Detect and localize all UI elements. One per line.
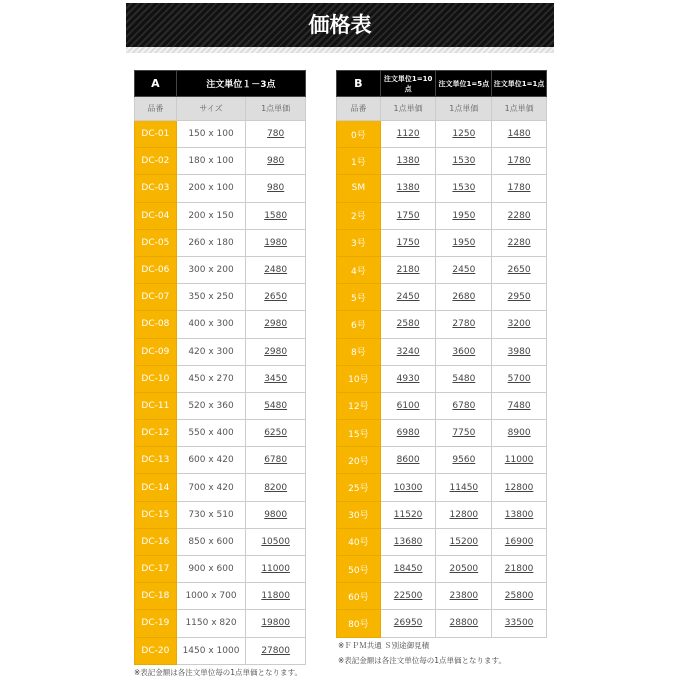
product-code: 8号: [337, 338, 381, 365]
table-row: [135, 338, 306, 365]
price-cell: [246, 148, 306, 175]
table-b-label: B: [337, 71, 381, 97]
price-value: 6780: [452, 400, 476, 411]
product-code: SM: [337, 175, 381, 202]
price-value: 1750: [396, 237, 420, 248]
table-row: [337, 556, 547, 583]
header-price: 1点単価: [246, 97, 306, 121]
price-value: 9800: [264, 509, 288, 520]
price-cell: [492, 365, 547, 392]
price-value: 13800: [504, 509, 534, 520]
price-value: 5480: [452, 373, 476, 384]
size-cell: 900 x 600: [176, 556, 246, 583]
product-code: 40号: [337, 528, 381, 555]
product-code: DC-09: [135, 338, 177, 365]
table-b-note: ※ＦＰＭ共通 Ｓ別途御見積: [338, 641, 430, 650]
table-row: [135, 474, 306, 501]
price-cell: [246, 175, 306, 202]
product-code: DC-13: [135, 447, 177, 474]
product-code: DC-01: [135, 121, 177, 148]
price-value: 13680: [393, 536, 423, 547]
price-cell: [246, 420, 306, 447]
page-title: 価格表: [126, 3, 554, 47]
table-b-note: ※表記金額は各注文単位毎の1点単価となります。: [338, 656, 506, 665]
price-value: 11800: [261, 591, 290, 602]
product-code: 2号: [337, 202, 381, 229]
size-cell: 730 x 510: [176, 501, 246, 528]
price-value: 11000: [261, 564, 290, 575]
product-code: 80号: [337, 610, 381, 637]
product-code: 12号: [337, 392, 381, 419]
price-value: 980: [267, 183, 285, 194]
size-cell: 150 x 100: [176, 121, 246, 148]
table-a-label: A: [135, 71, 177, 97]
price-cell: [380, 148, 436, 175]
table-row: [337, 392, 547, 419]
table-row: [135, 610, 306, 637]
price-cell: [492, 556, 547, 583]
price-value: 980: [267, 156, 285, 167]
price-value: 5700: [507, 373, 531, 384]
table-b-unit: 注文単位1=1点: [492, 71, 547, 97]
product-code: DC-04: [135, 202, 177, 229]
product-code: 4号: [337, 256, 381, 283]
price-value: 25800: [504, 591, 534, 602]
price-cell: [380, 175, 436, 202]
price-cell: [380, 229, 436, 256]
price-value: 2980: [264, 319, 288, 330]
table-row: [135, 311, 306, 338]
price-value: 1980: [264, 237, 288, 248]
price-cell: [492, 583, 547, 610]
price-value: 7480: [507, 400, 531, 411]
table-row: [337, 121, 547, 148]
price-value: 1480: [507, 129, 531, 140]
table-row: [135, 121, 306, 148]
price-value: 6980: [396, 428, 420, 439]
product-code: DC-18: [135, 583, 177, 610]
table-row: [135, 148, 306, 175]
product-code: DC-02: [135, 148, 177, 175]
price-cell: [246, 202, 306, 229]
price-value: 12800: [449, 509, 479, 520]
price-value: 4930: [396, 373, 420, 384]
table-b-unit: 注文単位1=10点: [380, 71, 436, 97]
price-cell: [492, 501, 547, 528]
table-row: [337, 284, 547, 311]
price-cell: [436, 501, 492, 528]
price-value: 15200: [449, 536, 479, 547]
size-cell: 1000 x 700: [176, 583, 246, 610]
price-cell: [380, 474, 436, 501]
table-row: [135, 637, 306, 664]
price-cell: [380, 420, 436, 447]
table-b-unit: 注文単位1=5点: [436, 71, 492, 97]
table-row: [135, 175, 306, 202]
price-value: 3600: [452, 346, 476, 357]
product-code: DC-15: [135, 501, 177, 528]
product-code: 10号: [337, 365, 381, 392]
product-code: DC-20: [135, 637, 177, 664]
price-cell: [436, 256, 492, 283]
price-value: 26950: [393, 618, 423, 629]
price-value: 6780: [264, 455, 288, 466]
price-cell: [436, 311, 492, 338]
product-code: 20号: [337, 447, 381, 474]
size-cell: 200 x 150: [176, 202, 246, 229]
table-row: [337, 175, 547, 202]
price-cell: [380, 528, 436, 555]
size-cell: 1150 x 820: [176, 610, 246, 637]
table-row: [337, 338, 547, 365]
price-cell: [436, 392, 492, 419]
table-row: [135, 365, 306, 392]
size-cell: 400 x 300: [176, 311, 246, 338]
size-cell: 520 x 360: [176, 392, 246, 419]
price-cell: [492, 121, 547, 148]
table-row: [135, 229, 306, 256]
price-value: 1780: [507, 156, 531, 167]
price-value: 2980: [264, 346, 288, 357]
size-cell: 200 x 100: [176, 175, 246, 202]
table-row: [135, 202, 306, 229]
price-cell: [246, 528, 306, 555]
product-code: DC-19: [135, 610, 177, 637]
table-row: [337, 229, 547, 256]
price-cell: [380, 338, 436, 365]
size-cell: 600 x 420: [176, 447, 246, 474]
price-cell: [492, 528, 547, 555]
price-value: 2450: [452, 265, 476, 276]
price-cell: [436, 202, 492, 229]
product-code: 50号: [337, 556, 381, 583]
product-code: DC-16: [135, 528, 177, 555]
price-value: 19800: [261, 618, 290, 629]
price-value: 1950: [452, 210, 476, 221]
product-code: 25号: [337, 474, 381, 501]
price-cell: [492, 420, 547, 447]
product-code: DC-08: [135, 311, 177, 338]
size-cell: 550 x 400: [176, 420, 246, 447]
price-value: 11000: [504, 455, 534, 466]
table-row: [135, 284, 306, 311]
price-cell: [380, 583, 436, 610]
price-cell: [492, 202, 547, 229]
product-code: DC-06: [135, 256, 177, 283]
size-cell: 260 x 180: [176, 229, 246, 256]
table-row: [135, 256, 306, 283]
price-value: 27800: [261, 645, 290, 656]
price-cell: [380, 501, 436, 528]
table-row: [337, 148, 547, 175]
price-cell: [246, 447, 306, 474]
price-cell: [492, 447, 547, 474]
price-cell: [246, 610, 306, 637]
table-row: [135, 501, 306, 528]
header-price: 1点単価: [436, 97, 492, 121]
price-value: 33500: [504, 618, 534, 629]
price-value: 1530: [452, 183, 476, 194]
price-cell: [246, 637, 306, 664]
price-value: 7750: [452, 428, 476, 439]
price-cell: [492, 284, 547, 311]
price-cell: [246, 121, 306, 148]
price-value: 20500: [449, 564, 479, 575]
size-cell: 350 x 250: [176, 284, 246, 311]
price-value: 1120: [396, 129, 420, 140]
product-code: 3号: [337, 229, 381, 256]
price-cell: [492, 229, 547, 256]
header-code: 品番: [135, 97, 177, 121]
product-code: 0号: [337, 121, 381, 148]
price-cell: [246, 556, 306, 583]
price-cell: [380, 121, 436, 148]
banner-shadow: [126, 47, 554, 53]
price-value: 1250: [452, 129, 476, 140]
size-cell: 420 x 300: [176, 338, 246, 365]
table-row: [135, 583, 306, 610]
price-value: 2650: [507, 265, 531, 276]
header-price: 1点単価: [492, 97, 547, 121]
product-code: 15号: [337, 420, 381, 447]
price-cell: [380, 284, 436, 311]
product-code: 60号: [337, 583, 381, 610]
price-value: 2680: [452, 292, 476, 303]
table-row: [337, 528, 547, 555]
table-row: [135, 528, 306, 555]
price-cell: [246, 392, 306, 419]
price-cell: [246, 365, 306, 392]
product-code: DC-12: [135, 420, 177, 447]
price-cell: [436, 610, 492, 637]
table-row: [135, 392, 306, 419]
price-value: 10300: [393, 482, 423, 493]
price-cell: [246, 256, 306, 283]
product-code: 30号: [337, 501, 381, 528]
price-value: 9560: [452, 455, 476, 466]
table-row: [337, 447, 547, 474]
price-cell: [380, 365, 436, 392]
price-cell: [492, 256, 547, 283]
price-cell: [492, 610, 547, 637]
price-value: 2280: [507, 237, 531, 248]
price-cell: [436, 528, 492, 555]
product-code: DC-11: [135, 392, 177, 419]
price-cell: [436, 175, 492, 202]
price-value: 11520: [393, 509, 423, 520]
header-size: サイズ: [176, 97, 246, 121]
price-cell: [492, 311, 547, 338]
price-cell: [436, 148, 492, 175]
price-cell: [380, 392, 436, 419]
price-value: 2650: [264, 292, 288, 303]
price-cell: [436, 474, 492, 501]
price-cell: [492, 474, 547, 501]
header-price: 1点単価: [380, 97, 436, 121]
price-cell: [436, 583, 492, 610]
price-cell: [436, 338, 492, 365]
size-cell: 450 x 270: [176, 365, 246, 392]
price-value: 5480: [264, 400, 288, 411]
price-cell: [436, 121, 492, 148]
price-value: 2580: [396, 319, 420, 330]
product-code: DC-10: [135, 365, 177, 392]
price-table-b: [336, 70, 547, 638]
price-value: 2280: [507, 210, 531, 221]
product-code: 5号: [337, 284, 381, 311]
price-value: 28800: [449, 618, 479, 629]
price-cell: [380, 610, 436, 637]
price-table-a: [134, 70, 306, 665]
price-value: 1780: [507, 183, 531, 194]
price-value: 8600: [396, 455, 420, 466]
table-row: [135, 420, 306, 447]
product-code: 1号: [337, 148, 381, 175]
size-cell: 300 x 200: [176, 256, 246, 283]
table-row: [337, 610, 547, 637]
price-cell: [436, 447, 492, 474]
price-value: 3450: [264, 373, 288, 384]
price-value: 1530: [452, 156, 476, 167]
price-value: 8900: [507, 428, 531, 439]
price-cell: [492, 175, 547, 202]
price-cell: [436, 556, 492, 583]
price-value: 1380: [396, 156, 420, 167]
price-value: 1950: [452, 237, 476, 248]
product-code: DC-17: [135, 556, 177, 583]
price-cell: [492, 338, 547, 365]
price-cell: [380, 447, 436, 474]
table-row: [135, 556, 306, 583]
product-code: 6号: [337, 311, 381, 338]
price-value: 1380: [396, 183, 420, 194]
price-value: 22500: [393, 591, 423, 602]
price-value: 3240: [396, 346, 420, 357]
price-value: 23800: [449, 591, 479, 602]
size-cell: 850 x 600: [176, 528, 246, 555]
price-value: 6250: [264, 428, 288, 439]
table-a-unit: 注文単位１－3点: [176, 71, 305, 97]
header-code: 品番: [337, 97, 381, 121]
price-cell: [492, 392, 547, 419]
price-cell: [246, 311, 306, 338]
price-value: 2480: [264, 265, 288, 276]
price-cell: [246, 474, 306, 501]
price-cell: [492, 148, 547, 175]
table-row: [337, 365, 547, 392]
table-row: [337, 583, 547, 610]
table-row: [135, 447, 306, 474]
price-cell: [246, 583, 306, 610]
price-cell: [380, 311, 436, 338]
price-value: 2450: [396, 292, 420, 303]
price-cell: [436, 420, 492, 447]
price-value: 18450: [393, 564, 423, 575]
price-value: 6100: [396, 400, 420, 411]
product-code: DC-07: [135, 284, 177, 311]
price-value: 3200: [507, 319, 531, 330]
price-value: 2180: [396, 265, 420, 276]
table-row: [337, 202, 547, 229]
table-row: [337, 501, 547, 528]
price-value: 12800: [504, 482, 534, 493]
product-code: DC-05: [135, 229, 177, 256]
size-cell: 700 x 420: [176, 474, 246, 501]
price-cell: [246, 284, 306, 311]
price-value: 10500: [261, 536, 290, 547]
price-value: 1580: [264, 210, 288, 221]
price-cell: [246, 229, 306, 256]
price-cell: [380, 556, 436, 583]
price-value: 11450: [449, 482, 479, 493]
table-a-note: ※表記金額は各注文単位毎の1点単価となります。: [134, 668, 302, 677]
table-row: [337, 311, 547, 338]
price-cell: [246, 501, 306, 528]
price-cell: [436, 365, 492, 392]
size-cell: 1450 x 1000: [176, 637, 246, 664]
price-value: 8200: [264, 482, 288, 493]
price-cell: [380, 256, 436, 283]
price-value: 2780: [452, 319, 476, 330]
price-value: 2950: [507, 292, 531, 303]
price-value: 1750: [396, 210, 420, 221]
price-value: 21800: [504, 564, 534, 575]
price-value: 16900: [504, 536, 534, 547]
price-cell: [246, 338, 306, 365]
price-value: 780: [267, 129, 285, 140]
table-row: [337, 474, 547, 501]
price-cell: [436, 229, 492, 256]
table-row: [337, 256, 547, 283]
product-code: DC-14: [135, 474, 177, 501]
price-cell: [380, 202, 436, 229]
price-value: 3980: [507, 346, 531, 357]
table-row: [337, 420, 547, 447]
size-cell: 180 x 100: [176, 148, 246, 175]
price-cell: [436, 284, 492, 311]
product-code: DC-03: [135, 175, 177, 202]
